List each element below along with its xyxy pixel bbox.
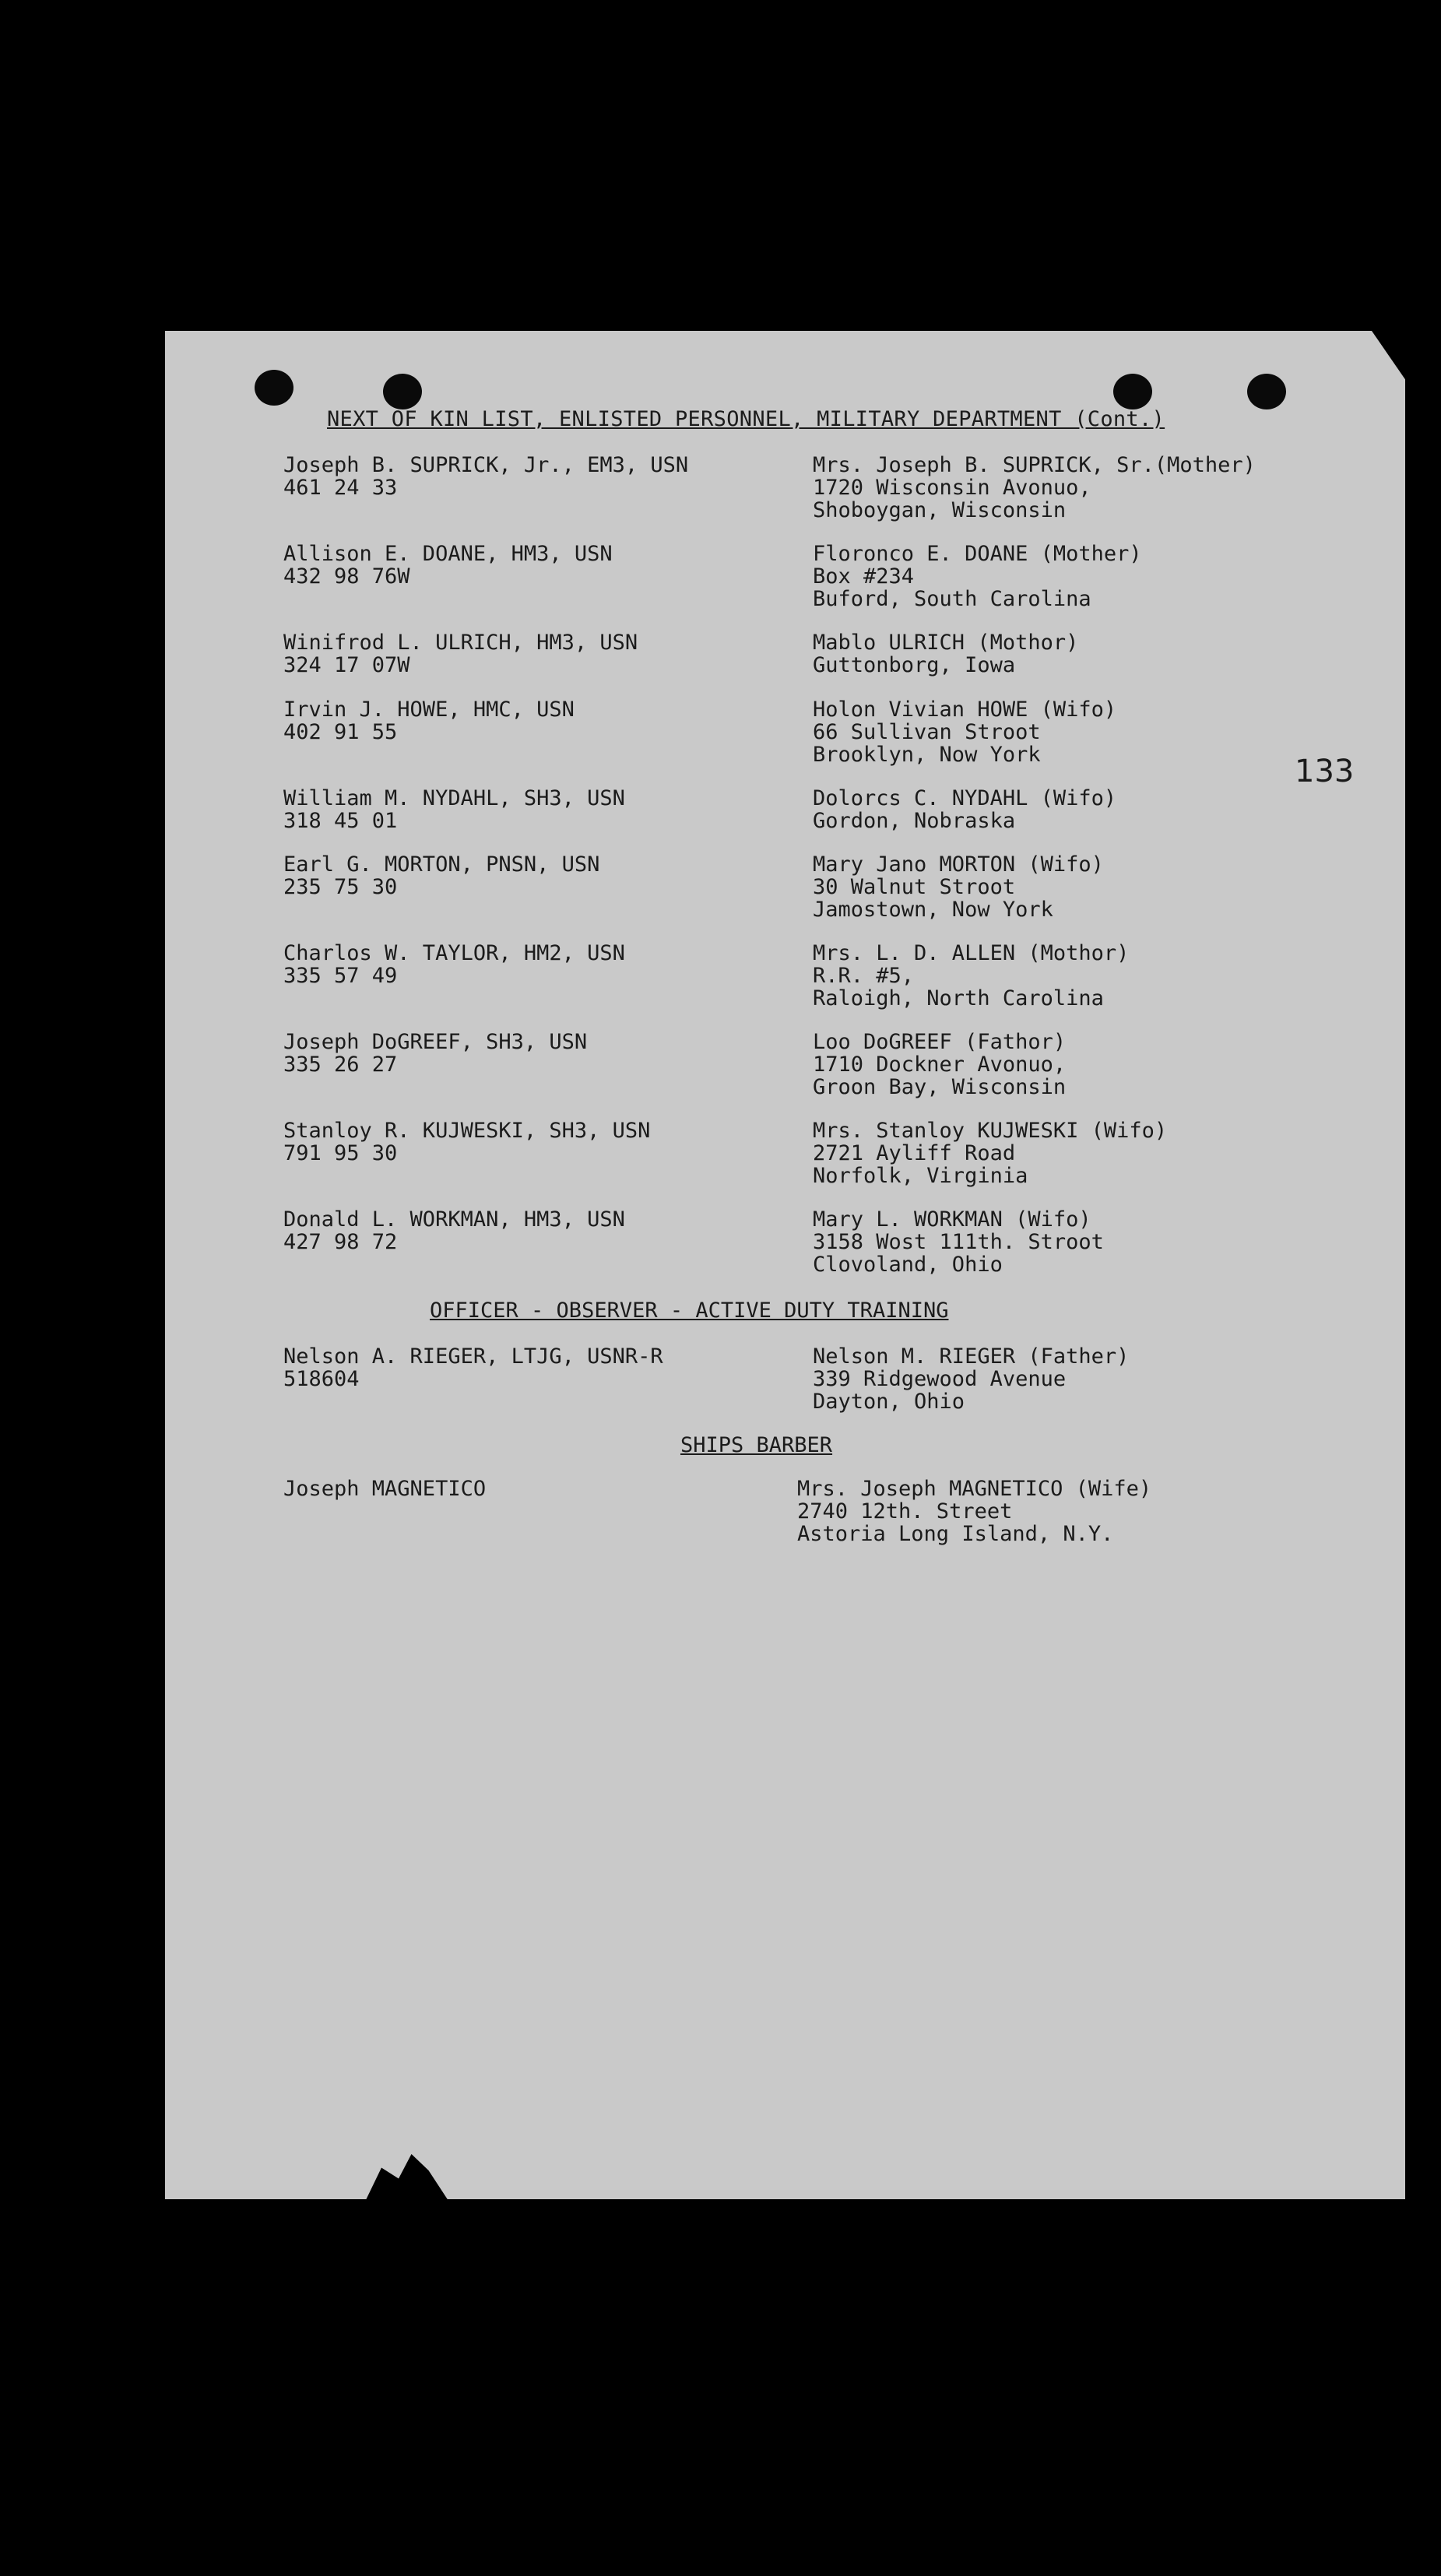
- kin-city: Dayton, Ohio: [813, 1390, 965, 1414]
- kin-name: Loo DoGREEF (Fathor): [813, 1030, 1067, 1054]
- kin-city: Norfolk, Virginia: [813, 1164, 1028, 1188]
- next-of-kin-block: [813, 543, 1142, 610]
- service-number: 461 24 33: [283, 476, 398, 500]
- kin-address: 30 Walnut Stroot: [813, 875, 1016, 899]
- page-heading: NEXT OF KIN LIST, ENLISTED PERSONNEL, MILITARY DEPARTMENT (Cont.): [327, 407, 1165, 431]
- kin-address: 339 Ridgewood Avenue: [813, 1367, 1067, 1391]
- kin-address: R.R. #5,: [813, 964, 915, 988]
- service-number: 335 57 49: [283, 964, 398, 988]
- sailor-name: Allison E. DOANE, HM3, USN: [283, 542, 613, 566]
- kin-city: Guttonborg, Iowa: [813, 653, 1016, 677]
- kin-name: Mrs. Joseph MAGNETICO (Wife): [797, 1477, 1152, 1501]
- punch-hole: [255, 370, 293, 406]
- next-of-kin-block: [813, 1119, 1167, 1187]
- kin-city: Astoria Long Island, N.Y.: [797, 1522, 1114, 1546]
- next-of-kin-block: [813, 1031, 1066, 1098]
- page-number: 133: [1295, 754, 1355, 789]
- sailor-name: Charlos W. TAYLOR, HM2, USN: [283, 941, 625, 965]
- sailor-name: Winifrod L. ULRICH, HM3, USN: [283, 631, 638, 655]
- sailor-name: Irvin J. HOWE, HMC, USN: [283, 698, 575, 722]
- kin-address: 3158 Wost 111th. Stroot: [813, 1230, 1104, 1254]
- sailor-name: Donald L. WORKMAN, HM3, USN: [283, 1207, 625, 1232]
- sailor-name: Joseph B. SUPRICK, Jr., EM3, USN: [283, 453, 689, 477]
- service-number: 791 95 30: [283, 1141, 398, 1165]
- kin-address: Box #234: [813, 564, 915, 589]
- sailor-block: [283, 942, 625, 987]
- kin-address: 1710 Dockner Avonuo,: [813, 1053, 1067, 1077]
- next-of-kin-block: [813, 1208, 1104, 1276]
- next-of-kin-block: [813, 698, 1116, 766]
- kin-name: Mary Jano MORTON (Wifo): [813, 852, 1104, 877]
- kin-name: Mrs. Stanloy KUJWESKI (Wifo): [813, 1119, 1168, 1143]
- sailor-block: [283, 1208, 625, 1253]
- sailor-name: William M. NYDAHL, SH3, USN: [283, 786, 625, 810]
- barber-name: Joseph MAGNETICO: [283, 1477, 487, 1501]
- sailor-block: [283, 787, 625, 832]
- kin-name: Mrs. Joseph B. SUPRICK, Sr.(Mother): [813, 453, 1256, 477]
- kin-city: Raloigh, North Carolina: [813, 986, 1104, 1010]
- service-number: 427 98 72: [283, 1230, 398, 1254]
- officer-section-title: OFFICER - OBSERVER - ACTIVE DUTY TRAINING: [430, 1299, 949, 1323]
- kin-city: Groon Bay, Wisconsin: [813, 1075, 1067, 1099]
- kin-address: 66 Sullivan Stroot: [813, 720, 1041, 744]
- kin-name: Nelson M. RIEGER (Father): [813, 1344, 1130, 1369]
- kin-name: Mablo ULRICH (Mothor): [813, 631, 1079, 655]
- kin-name: Mary L. WORKMAN (Wifo): [813, 1207, 1091, 1232]
- kin-name: Floronco E. DOANE (Mother): [813, 542, 1142, 566]
- officer-name: Nelson A. RIEGER, LTJG, USNR-R: [283, 1344, 663, 1369]
- kin-city: Shoboygan, Wisconsin: [813, 498, 1067, 522]
- sailor-block: [283, 1031, 587, 1076]
- sailor-block: [283, 454, 688, 499]
- sailor-name: Stanloy R. KUJWESKI, SH3, USN: [283, 1119, 651, 1143]
- kin-name: Mrs. L. D. ALLEN (Mothor): [813, 941, 1130, 965]
- service-number: 402 91 55: [283, 720, 398, 744]
- service-number: 518604: [283, 1367, 360, 1391]
- service-number: 235 75 30: [283, 875, 398, 899]
- next-of-kin-block: [813, 631, 1078, 677]
- punch-hole: [1113, 374, 1152, 409]
- next-of-kin-block: [797, 1478, 1151, 1545]
- officer-block: [283, 1345, 663, 1390]
- kin-city: Jamostown, Now York: [813, 898, 1053, 922]
- punch-hole: [383, 374, 422, 409]
- next-of-kin-block: [813, 853, 1104, 921]
- service-number: 335 26 27: [283, 1053, 398, 1077]
- kin-address: 1720 Wisconsin Avonuo,: [813, 476, 1091, 500]
- service-number: 432 98 76W: [283, 564, 410, 589]
- kin-name: Dolorcs C. NYDAHL (Wifo): [813, 786, 1117, 810]
- document-page: [165, 331, 1405, 2199]
- next-of-kin-block: [813, 942, 1129, 1010]
- sailor-block: [283, 543, 613, 588]
- barber-block: [283, 1478, 486, 1500]
- kin-city: Clovoland, Ohio: [813, 1253, 1003, 1277]
- service-number: 318 45 01: [283, 809, 398, 833]
- sailor-name: Joseph DoGREEF, SH3, USN: [283, 1030, 588, 1054]
- barber-section-title: SHIPS BARBER: [680, 1433, 833, 1457]
- sailor-name: Earl G. MORTON, PNSN, USN: [283, 852, 600, 877]
- sailor-block: [283, 1119, 650, 1165]
- kin-city: Buford, South Carolina: [813, 587, 1091, 611]
- kin-city: Gordon, Nobraska: [813, 809, 1016, 833]
- kin-address: 2740 12th. Street: [797, 1499, 1013, 1523]
- next-of-kin-block: [813, 1345, 1129, 1413]
- sailor-block: [283, 631, 638, 677]
- sailor-block: [283, 698, 575, 743]
- next-of-kin-block: [813, 454, 1256, 522]
- kin-city: Brooklyn, Now York: [813, 743, 1041, 767]
- kin-name: Holon Vivian HOWE (Wifo): [813, 698, 1117, 722]
- kin-address: 2721 Ayliff Road: [813, 1141, 1016, 1165]
- service-number: 324 17 07W: [283, 653, 410, 677]
- punch-hole: [1247, 374, 1286, 409]
- next-of-kin-block: [813, 787, 1116, 832]
- sailor-block: [283, 853, 599, 898]
